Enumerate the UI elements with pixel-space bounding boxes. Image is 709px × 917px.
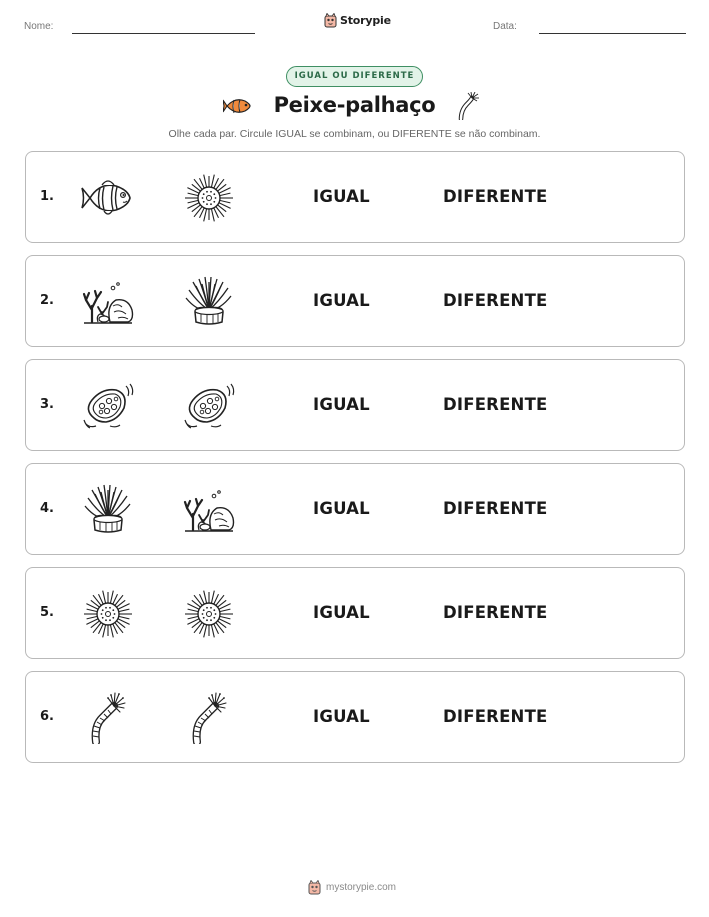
question-row [25,255,685,347]
egg-cluster-icon [80,380,136,432]
tube-worm-icon [457,92,483,120]
name-field[interactable] [72,33,255,34]
igual-option[interactable]: IGUAL [313,499,370,518]
diferente-option[interactable]: DIFERENTE [443,187,548,206]
question-row [25,671,685,763]
brand-name: Storypie [340,14,391,27]
diferente-option[interactable]: DIFERENTE [443,603,548,622]
worksheet-type-badge: IGUAL OU DIFERENTE [286,66,423,87]
question-row [25,151,685,243]
question-number: 6. [40,709,54,724]
date-field[interactable] [539,33,686,34]
igual-option[interactable]: IGUAL [313,291,370,310]
question-row [25,359,685,451]
footer [308,880,396,895]
question-number: 4. [40,501,54,516]
question-row [25,463,685,555]
sea-urchin-icon [181,588,237,640]
instructions: Olhe cada par. Circule IGUAL se combinam, ou DIFERENTE se não combinam. [168,128,541,140]
question-number: 3. [40,397,54,412]
igual-option[interactable]: IGUAL [313,707,370,726]
coral-reef-icon [80,276,136,328]
sea-anemone-icon [80,484,136,536]
diferente-option[interactable]: DIFERENTE [443,707,548,726]
sea-urchin-icon [80,588,136,640]
diferente-option[interactable]: DIFERENTE [443,499,548,518]
question-row [25,567,685,659]
question-number: 2. [40,293,54,308]
diferente-option[interactable]: DIFERENTE [443,395,548,414]
diferente-option[interactable]: DIFERENTE [443,291,548,310]
tube-worm-icon [181,692,237,744]
date-label: Data: [493,21,517,32]
igual-option[interactable]: IGUAL [313,603,370,622]
footer-url: mystorypie.com [326,882,397,893]
sea-urchin-icon [181,172,237,224]
question-number: 5. [40,605,54,620]
tube-worm-icon [80,692,136,744]
storypie-mascot-icon [324,13,337,28]
brand-logo [324,13,391,28]
page-title: Peixe-palhaço [273,93,436,117]
igual-option[interactable]: IGUAL [313,187,370,206]
egg-cluster-icon [181,380,237,432]
question-number: 1. [40,189,54,204]
coral-reef-icon [181,484,237,536]
clownfish-icon [80,172,136,224]
igual-option[interactable]: IGUAL [313,395,370,414]
sea-anemone-icon [181,276,237,328]
storypie-mascot-icon [308,880,321,895]
name-label: Nome: [24,21,54,32]
